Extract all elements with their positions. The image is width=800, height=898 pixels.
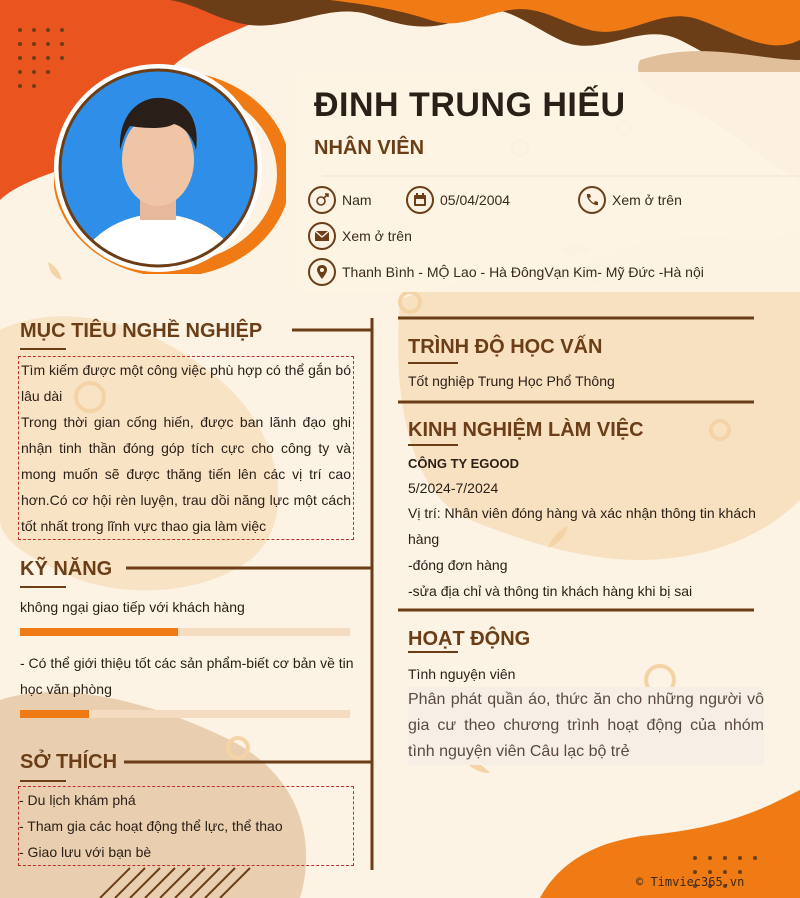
career-goal-heading: MỤC TIÊU NGHỀ NGHIỆP xyxy=(20,320,263,342)
experience-company: CÔNG TY EGOOD xyxy=(408,456,519,471)
career-goal-line-2: Trong thời gian cống hiến, được ban lãnh đạo ghi nhận tinh thần đóng góp tích cực cho công ty và mong muốn sẽ được thăng tiến lên các vị trí cao hơn.Có cơ hội rèn luyện, trau dồi năng lực một cách tốt nhất trong lĩnh vực thao gia làm việc xyxy=(21,414,351,534)
gender-row xyxy=(308,186,372,214)
education-text: Tốt nghiệp Trung Học Phổ Thông xyxy=(408,373,615,389)
skill-2-bar xyxy=(20,710,350,718)
hobbies-box xyxy=(18,786,354,866)
address-row xyxy=(308,258,704,286)
experience-period: 5/2024-7/2024 xyxy=(408,480,499,496)
experience-heading: KINH NGHIỆM LÀM VIỆC xyxy=(408,419,644,441)
email-row xyxy=(308,222,412,250)
address-value: Thanh Bình - MỘ Lao - Hà ĐôngVạn Kim- Mỹ Đức -Hà nội xyxy=(342,264,704,280)
phone-value[interactable]: Xem ở trên xyxy=(612,192,682,208)
skill-2-label: - Có thể giới thiệu tốt các sản phẩm-biết cơ bản về tin học văn phòng xyxy=(20,655,354,697)
career-goal-line-1: Tìm kiếm được một công việc phù hợp có thể gắn bó lâu dài xyxy=(21,362,351,404)
career-goal-box xyxy=(18,356,354,540)
avatar xyxy=(54,64,286,274)
skill-1-label: không ngại giao tiếp với khách hàng xyxy=(20,599,245,615)
avatar-frame xyxy=(54,64,286,274)
skill-1-bar-fill xyxy=(20,628,178,636)
hobby-item: - Du lịch khám phá xyxy=(19,792,136,808)
hobbies-heading: SỞ THÍCH xyxy=(20,751,118,773)
experience-task-1: -đóng đơn hàng xyxy=(408,557,508,573)
experience-task-2: -sửa địa chỉ và thông tin khách hàng khi bị sai xyxy=(408,583,693,599)
education-heading: TRÌNH ĐỘ HỌC VẤN xyxy=(408,336,603,358)
envelope-icon xyxy=(308,222,336,250)
job-title: NHÂN VIÊN xyxy=(314,137,425,159)
gender-icon xyxy=(308,186,336,214)
location-pin-icon xyxy=(308,258,336,286)
phone-icon xyxy=(578,186,606,214)
calendar-icon xyxy=(406,186,434,214)
activities-heading: HOẠT ĐỘNG xyxy=(408,628,531,650)
skill-1-bar xyxy=(20,628,350,636)
full-name: ĐINH TRUNG HIẾU xyxy=(314,86,626,124)
experience-role: Vị trí: Nhân viên đóng hàng và xác nhận thông tin khách hàng xyxy=(408,505,756,547)
hobby-item: - Tham gia các hoạt động thể lực, thể thao xyxy=(19,818,283,834)
birthday-value: 05/04/2004 xyxy=(440,192,511,208)
skills-heading: KỸ NĂNG xyxy=(20,558,113,580)
phone-row xyxy=(578,186,682,214)
hobby-item: - Giao lưu với bạn bè xyxy=(19,844,152,860)
activities-text: Phân phát quần áo, thức ăn cho những người vô gia cư theo chương trình hoạt động của nhóm tình nguyện viên Câu lạc bộ trẻ xyxy=(408,687,764,765)
email-value[interactable]: Xem ở trên xyxy=(342,228,412,244)
skill-2-bar-fill xyxy=(20,710,89,718)
watermark: © Timviec365.vn xyxy=(636,875,745,889)
birthday-row xyxy=(406,186,510,214)
activities-role: Tình nguyện viên xyxy=(408,666,516,682)
gender-value: Nam xyxy=(342,192,372,208)
